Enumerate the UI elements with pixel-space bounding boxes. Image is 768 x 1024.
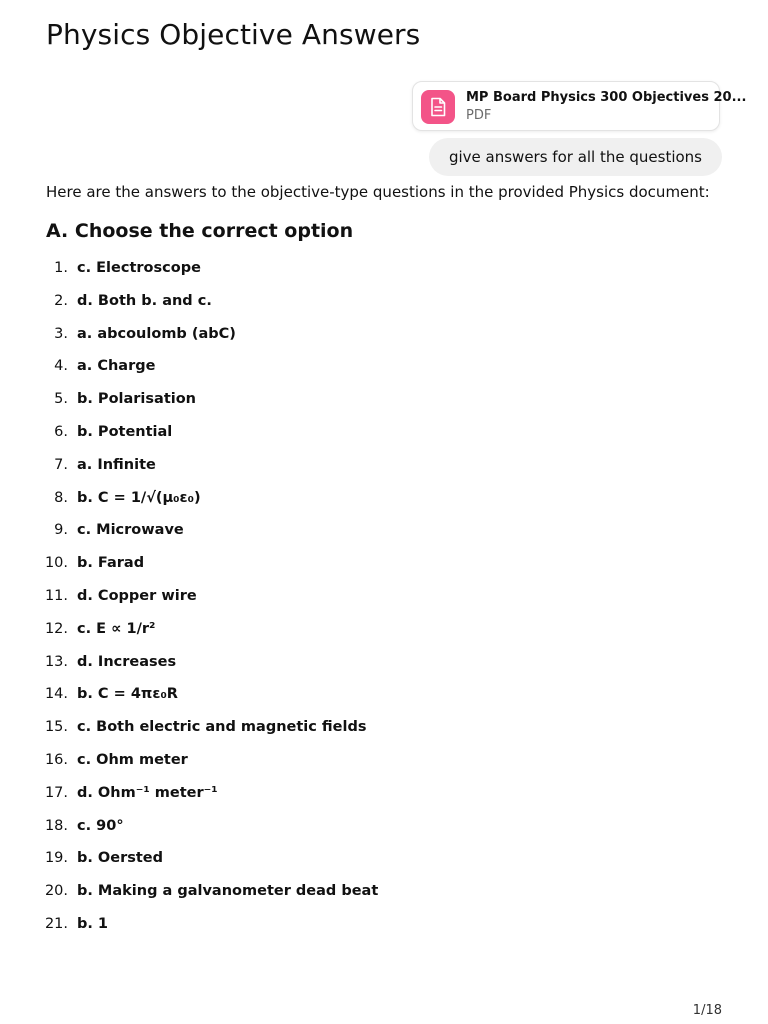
document-icon [421,90,455,124]
answer-number: 7. [54,456,68,473]
answer-number: 2. [54,292,68,309]
answer-text: c. E ∝ 1/r² [77,620,156,637]
answer-number: 16. [44,751,68,768]
answer-number: 10. [44,555,68,572]
answer-number: 14. [44,686,68,703]
answer-text: b. C = 1/√(μ₀ε₀) [77,489,201,506]
answer-number: 18. [44,817,68,834]
answer-number: 8. [54,489,68,506]
answer-number: 12. [44,620,68,637]
answer-text: b. C = 4πε₀R [77,686,178,703]
answer-number: 1. [54,260,68,276]
answer-text: a. Charge [77,358,156,375]
answer-text: b. 1 [77,915,109,932]
response-intro: Here are the answers to the objective-type questions in the provided Physics document: [46,183,710,201]
attachment-file-type: PDF [466,108,492,123]
answer-text: c. 90° [77,817,124,834]
attachment-card[interactable] [412,81,747,131]
answer-number: 3. [54,325,68,342]
answer-number: 4. [54,358,68,375]
answer-text: d. Both b. and c. [77,292,212,309]
answer-number: 19. [44,850,68,867]
page-counter: 1/18 [692,1003,722,1018]
answer-text: c. Both electric and magnetic fields [77,719,367,736]
answer-text: b. Making a galvanometer dead beat [77,883,379,900]
answer-text: c. Electroscope [77,260,201,276]
answer-text: b. Potential [77,423,173,440]
attachment-file-name: MP Board Physics 300 Objectives 20... [466,90,747,105]
user-message-bubble: give answers for all the questions [429,138,722,176]
answer-text: d. Ohm⁻¹ meter⁻¹ [77,784,218,801]
answer-number: 17. [44,784,68,801]
answer-text: c. Ohm meter [77,751,188,768]
answer-text: d. Increases [77,653,177,670]
page-title: Physics Objective Answers [46,18,421,51]
answer-text: b. Farad [77,555,145,572]
answer-number: 15. [44,719,68,736]
answer-number: 21. [44,915,68,932]
answer-number: 11. [44,587,68,604]
answer-text: d. Copper wire [77,587,197,604]
answer-number: 13. [44,653,68,670]
answer-number: 6. [54,423,68,440]
answer-number: 9. [54,522,68,539]
section-heading: A. Choose the correct option [46,220,354,242]
answer-text: b. Oersted [77,850,164,867]
answer-number: 20. [44,883,68,900]
answer-number: 5. [54,391,68,408]
answer-text: b. Polarisation [77,391,197,408]
answer-text: a. abcoulomb (abC) [77,325,236,342]
answer-text: a. Infinite [77,456,156,473]
answer-text: c. Microwave [77,522,184,539]
